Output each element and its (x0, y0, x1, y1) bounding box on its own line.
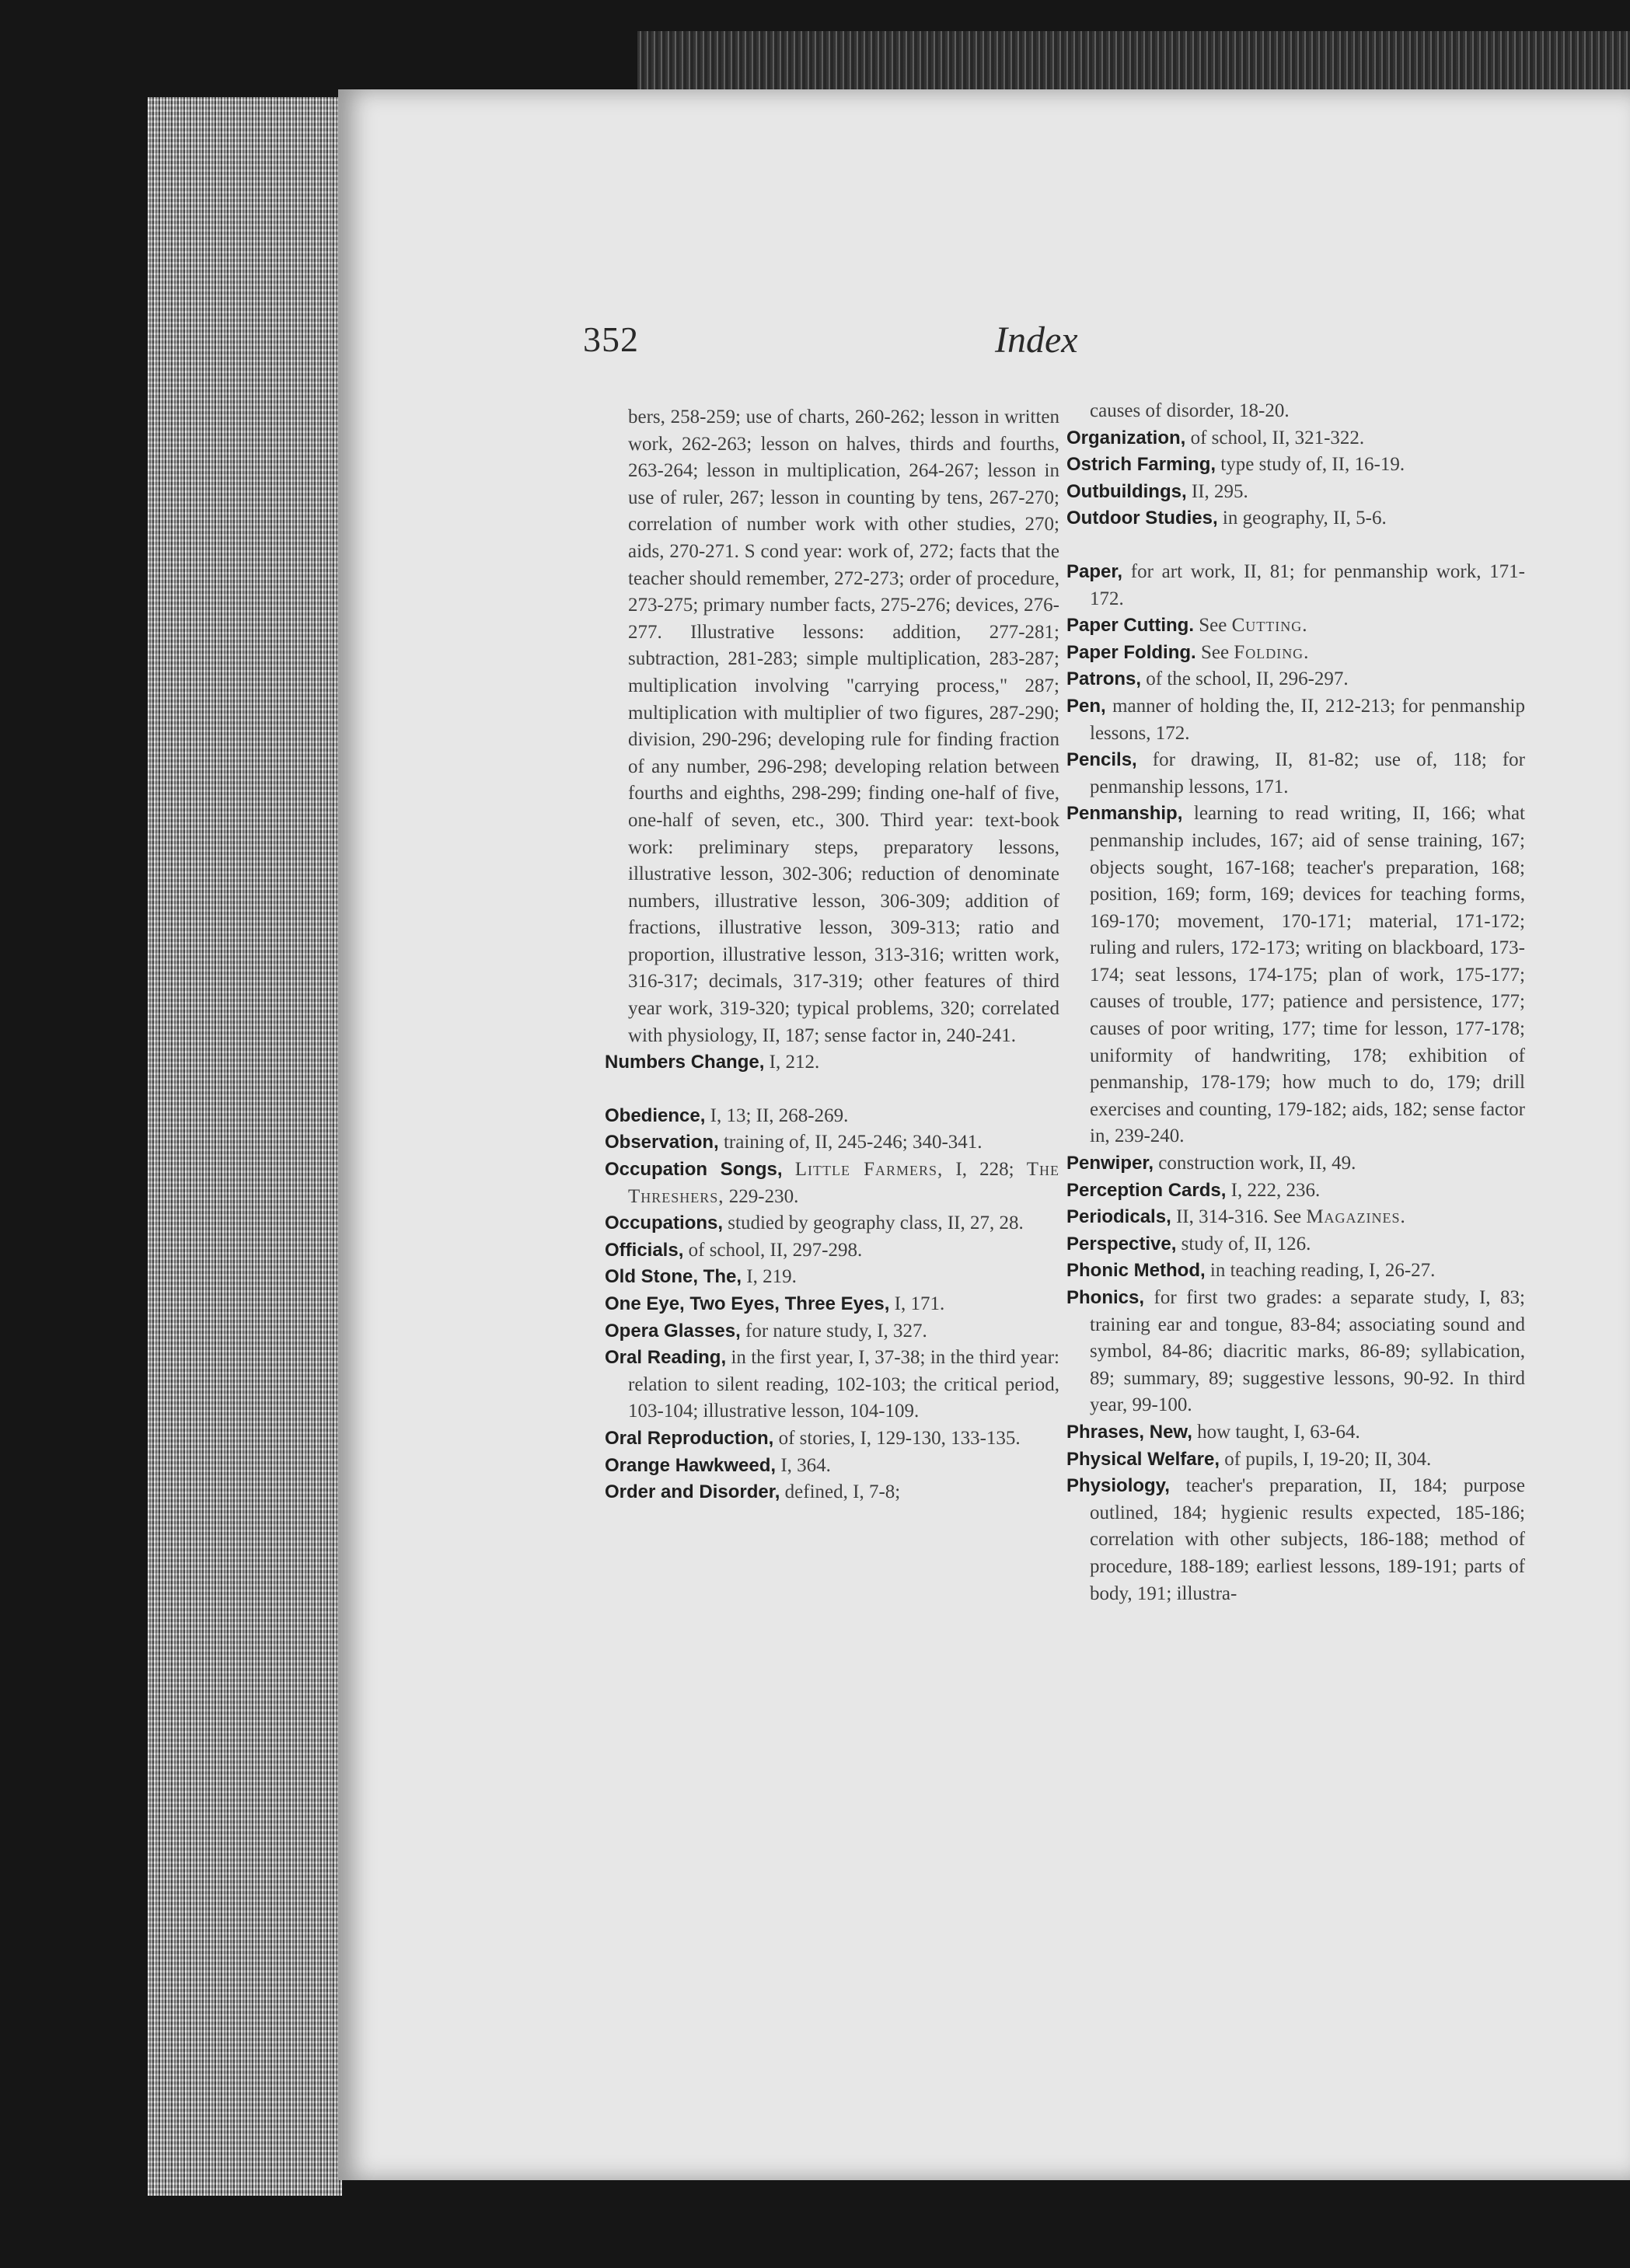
entry-text: I, 171. (889, 1293, 945, 1314)
entry-text: training of, II, 245-246; 340-341. (718, 1132, 983, 1153)
cross-reference: Magazines. (1306, 1206, 1406, 1228)
entry-text: studied by geography class, II, 27, 28. (723, 1213, 1024, 1234)
book-page-edges (148, 97, 342, 2196)
cross-reference: The Threshers, (628, 1159, 1059, 1207)
index-entry (1066, 505, 1525, 532)
entry-text: of school, II, 321-322. (1185, 427, 1365, 448)
index-entry (1066, 693, 1525, 747)
entry-text: learning to read writing, II, 166; what penmanship includes, 167; aid of sense training, 167; objects sought, 167-168; teacher's preparation, 168; position, 169; form, 169; devices for teaching forms, 169-170; movement, 170-171; material, 171-172; ruling and rulers, 172-173; writing on blackboard, 173-174; seat lessons, 174-175; plan of work, 175-177; causes of trouble, 177; patience and persistence, 177; causes of poor writing, 177; time for lesson, 177-178; uniformity of handwriting, 178; exhibition of penmanship, 178-179; how much to do, 179; drill exercises and counting, 179-182; aids, 182; sense factor in, 239-240. (1090, 803, 1525, 1147)
entry-heading: Opera Glasses, (605, 1320, 741, 1342)
entry-heading: Orange Hawkweed, (605, 1454, 777, 1476)
running-title: Index (995, 319, 1078, 361)
index-entry (1066, 559, 1525, 612)
entry-text: I, 228; (943, 1159, 1027, 1181)
entry-heading: Penmanship, (1066, 803, 1183, 825)
entry-text: in the first year, I, 37-38; in the third year: relation to silent reading, 102-103; the critical period, 103-104; illustrative lesson, 104-109. (628, 1347, 1059, 1422)
entry-text: II, 314-316. See (1171, 1206, 1307, 1228)
index-entry (605, 1479, 1059, 1506)
index-entry (1066, 666, 1525, 693)
index-entry (1066, 1285, 1525, 1419)
entry-text: See (1194, 615, 1232, 637)
index-entry (605, 1453, 1059, 1480)
index-entry (1066, 801, 1525, 1150)
entry-text: how taught, I, 63-64. (1192, 1421, 1360, 1443)
entry-heading: Penwiper, (1066, 1153, 1154, 1174)
entry-heading: Physical Welfare, (1066, 1448, 1220, 1470)
index-column-left (605, 404, 1059, 1506)
entry-heading: Outbuildings, (1066, 480, 1187, 502)
entry-heading: One Eye, Two Eyes, Three Eyes, (605, 1293, 890, 1314)
entry-text: of stories, I, 129-130, 133-135. (773, 1427, 1021, 1449)
entry-text: defined, I, 7-8; (780, 1481, 901, 1503)
entry-heading: Phonics, (1066, 1287, 1145, 1308)
index-entry (605, 1210, 1059, 1237)
entry-heading: Numbers Change, (605, 1052, 765, 1073)
index-entry (1066, 1231, 1525, 1258)
letter-gap (605, 1076, 1059, 1103)
entry-text: See (1195, 641, 1234, 663)
index-entry (605, 1237, 1059, 1265)
page-header (583, 319, 1127, 373)
entry-text: manner of holding the, II, 212-213; for penmanship lessons, 172. (1090, 695, 1525, 744)
cross-reference: Cutting. (1231, 615, 1308, 637)
index-entry (1066, 1473, 1525, 1607)
entry-heading: Old Stone, The, (605, 1266, 742, 1288)
entry-text: of the school, II, 296-297. (1141, 668, 1349, 690)
entry-heading: Observation, (605, 1132, 719, 1153)
cross-reference: Little Farmers, (794, 1159, 944, 1181)
entry-heading: Ostrich Farming, (1066, 454, 1216, 476)
entry-heading: Oral Reproduction, (605, 1427, 774, 1449)
index-entry (1066, 452, 1525, 479)
page-number: 352 (583, 319, 639, 359)
entry-heading: Officials, (605, 1239, 684, 1261)
entry-text: type study of, II, 16-19. (1216, 454, 1405, 476)
entry-text: for first two grades: a separate study, I, 83; training ear and tongue, 83-84; associating sound and symbol, 84-86; diacritic marks, 86-89; syllabication, 89; summary, 89; suggestive lessons, 90-92. In third year, 99-100. (1090, 1287, 1525, 1416)
entry-text: 229-230. (724, 1185, 799, 1207)
entry-text: for art work, II, 81; for penmanship work, 171-172. (1090, 560, 1525, 609)
entry-text: study of, II, 126. (1176, 1233, 1311, 1254)
entry-text: I, 212. (764, 1052, 820, 1073)
entry-heading: Physiology, (1066, 1475, 1170, 1497)
entry-heading: Oral Reading, (605, 1347, 727, 1369)
entry-heading: Perception Cards, (1066, 1179, 1227, 1201)
index-entry (1066, 612, 1525, 640)
entry-heading: Phrases, New, (1066, 1421, 1192, 1443)
entry-heading: Pencils, (1066, 749, 1137, 771)
index-entry (605, 1049, 1059, 1076)
index-entry (1066, 747, 1525, 801)
entry-text: II, 295. (1186, 480, 1248, 502)
entry-text: construction work, II, 49. (1154, 1153, 1356, 1174)
entry-heading: Paper, (1066, 560, 1123, 582)
entry-heading: Organization, (1066, 427, 1186, 448)
entry-text: for nature study, I, 327. (740, 1320, 927, 1342)
entry-heading: Order and Disorder, (605, 1481, 780, 1503)
entry-heading: Pen, (1066, 695, 1106, 717)
index-entry (605, 1425, 1059, 1453)
index-entry (1066, 1258, 1525, 1285)
index-entry (605, 1345, 1059, 1425)
index-entry (1066, 1178, 1525, 1205)
index-entry (1066, 1419, 1525, 1446)
cross-reference: Folding. (1234, 641, 1310, 663)
entry-heading: Occupations, (605, 1213, 724, 1234)
letter-gap (1066, 532, 1525, 559)
continuation-text: causes of disorder, 18-20. (1090, 400, 1290, 421)
entry-text: for drawing, II, 81-82; use of, 118; for penmanship lessons, 171. (1090, 749, 1525, 797)
index-entry (1066, 1204, 1525, 1231)
entry-text: teacher's preparation, II, 184; purpose outlined, 184; hygienic results expected, 185-186; correlation with other subjects, 186-188; method of procedure, 188-189; earliest lessons, 189-191; parts of body, 191; illustra- (1090, 1475, 1525, 1604)
index-column-right (1066, 398, 1525, 1607)
index-entry (1066, 640, 1525, 667)
index-entry (605, 1318, 1059, 1345)
photo-background-strip (637, 31, 1630, 93)
index-entry (1066, 425, 1525, 452)
entry-heading: Phonic Method, (1066, 1260, 1206, 1282)
entry-heading: Patrons, (1066, 668, 1142, 690)
entry-heading: Obedience, (605, 1104, 706, 1126)
index-entry (1066, 1446, 1525, 1474)
index-entry (1066, 1150, 1525, 1178)
entry-text: I, 222, 236. (1226, 1179, 1321, 1201)
entry-heading: Outdoor Studies, (1066, 508, 1218, 529)
index-entry (605, 1129, 1059, 1157)
entry-heading: Paper Cutting. (1066, 615, 1195, 637)
entry-heading: Occupation Songs, (605, 1159, 783, 1181)
continuation-text: bers, 258-259; use of charts, 260-262; lesson in written work, 262-263; lesson on halves, thirds and fourths, 263-264; lesson in multiplication, 264-267; lesson in use of ruler, 267; lesson in counting by tens, 267-270; correlation of number work with other studies, 270; aids, 270-271. S cond year: work of, 272; facts that the teacher should remember, 272-273; order of procedure, 273-275; primary number facts, 275-276; devices, 276-277. Illustrative lessons: addition, 277-281; subtraction, 281-283; simple multiplication, 283-287; multiplication involving "carrying process," 287; multiplication with multiplier of two figures, 287-290; division, 290-296; developing rule for finding fraction of any number, 296-298; developing relation between fourths and eighths, 298-299; finding one-half of five, one-half of seven, etc., 300. Third year: text-book work: preliminary steps, preparatory lessons, illustrative lesson, 302-306; reduction of denominate numbers, illustrative lesson, 306-309; addition of fractions, illustrative lesson, 309-313; ratio and proportion, illustrative lesson, 313-316; written work, 316-317; decimals, 317-319; other features of third year work, 319-320; typical problems, 320; correlated with physiology, II, 187; sense factor in, 240-241. (628, 406, 1059, 1046)
entry-heading: Paper Folding. (1066, 641, 1196, 663)
entry-text: I, 13; II, 268-269. (705, 1104, 849, 1126)
index-entry (605, 1103, 1059, 1130)
index-entry (605, 1264, 1059, 1291)
index-entry (1066, 479, 1525, 506)
entry-text: of pupils, I, 19-20; II, 304. (1220, 1448, 1432, 1470)
entry-text: in teaching reading, I, 26-27. (1205, 1260, 1436, 1282)
entry-heading: Periodicals, (1066, 1206, 1171, 1228)
entry-text: of school, II, 297-298. (683, 1239, 863, 1261)
entry-heading: Perspective, (1066, 1233, 1177, 1254)
entry-text: in geography, II, 5-6. (1217, 508, 1387, 529)
index-entry (605, 1157, 1059, 1210)
entry-text: I, 219. (742, 1266, 797, 1288)
entry-text: I, 364. (776, 1454, 831, 1476)
index-entry (605, 1291, 1059, 1318)
